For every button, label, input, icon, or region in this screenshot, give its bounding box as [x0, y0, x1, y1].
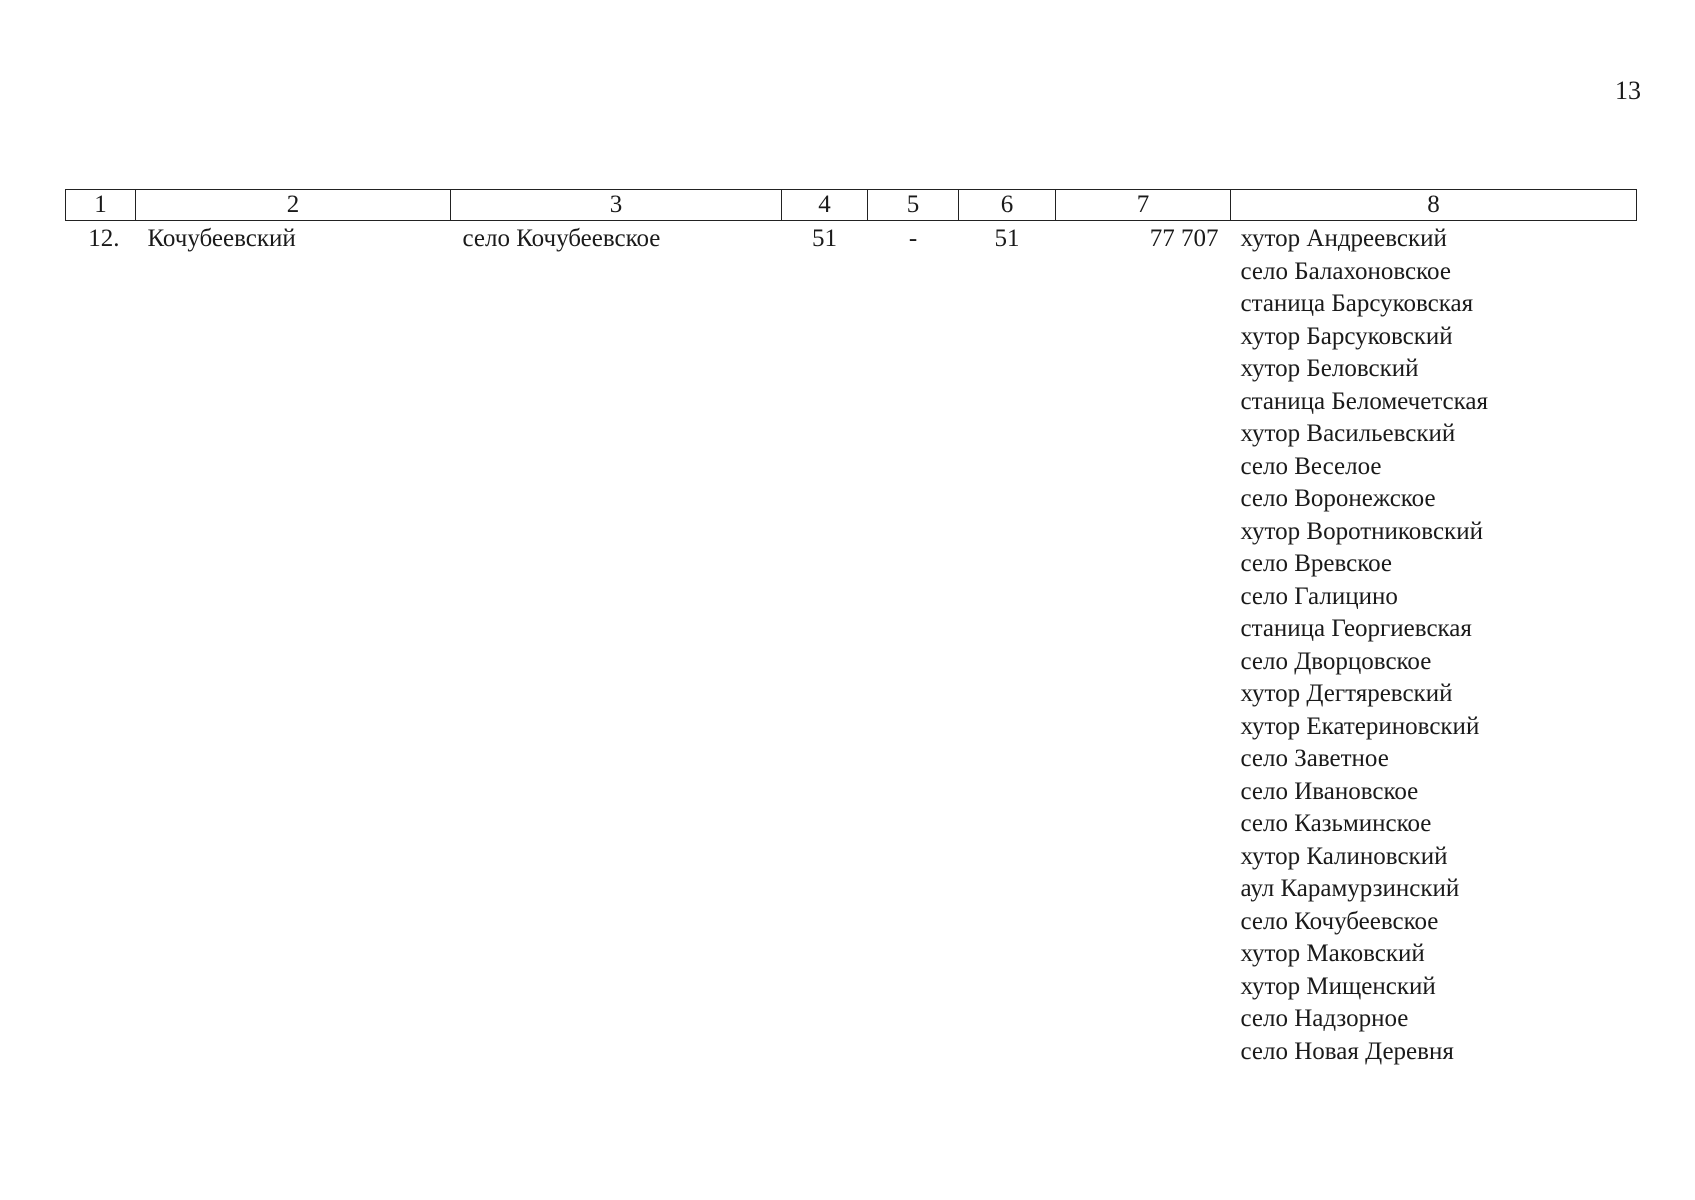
header-col-8: 8: [1231, 190, 1637, 221]
settlement-item: село Галицино: [1240, 582, 1398, 610]
header-col-1: 1: [66, 190, 136, 221]
settlement-item: село Балахоновское: [1240, 257, 1451, 285]
header-col-5: 5: [868, 190, 959, 221]
settlement-item: село Новая Деревня: [1240, 1037, 1454, 1065]
administrative-center: село Кочубеевское: [462, 225, 661, 252]
settlement-item: село Вревское: [1240, 550, 1393, 577]
header-col-7: 7: [1056, 190, 1231, 221]
header-col-2: 2: [136, 190, 451, 221]
district-name: Кочубеевский: [147, 225, 296, 252]
settlement-item: станица Беломечетская: [1240, 387, 1489, 415]
settlement-item: село Дворцовское: [1240, 647, 1432, 675]
settlements-table: [65, 189, 1637, 1068]
settlement-item: хутор Маковский: [1240, 940, 1425, 967]
settlement-item: хутор Екатериновский: [1240, 712, 1480, 740]
header-col-6: 6: [959, 190, 1056, 221]
settlement-item: хутор Беловский: [1240, 355, 1419, 382]
settlement-item: станица Барсуковская: [1240, 290, 1474, 317]
settlement-item: село Ивановское: [1240, 777, 1419, 805]
settlement-item: хутор Калиновский: [1240, 842, 1448, 870]
settlement-item: хутор Мищенский: [1240, 972, 1436, 1000]
settlement-item: станица Георгиевская: [1240, 615, 1472, 642]
header-row: [66, 190, 1637, 221]
page-number: 13: [1615, 76, 1641, 105]
table-row: [66, 221, 1637, 1069]
col5-value: -: [908, 225, 918, 252]
settlement-item: село Надзорное: [1240, 1005, 1409, 1032]
settlement-item: хутор Воротниковский: [1240, 517, 1483, 545]
header-col-3: 3: [451, 190, 782, 221]
settlement-item: село Кочубеевское: [1240, 907, 1439, 935]
col6-value: 51: [994, 225, 1020, 252]
settlement-item: хутор Васильевский: [1240, 420, 1456, 447]
col4-value: 51: [812, 225, 837, 252]
settlement-item: аул Карамурзинский: [1240, 875, 1460, 902]
settlement-item: хутор Дегтяревский: [1240, 680, 1453, 707]
settlements-cell: [1231, 221, 1637, 1069]
settlement-item: село Веселое: [1240, 452, 1382, 480]
settlement-item: село Воронежское: [1240, 485, 1436, 512]
row-number: 12.: [88, 225, 120, 252]
settlement-item: хутор Андреевский: [1240, 225, 1447, 252]
settlement-item: село Заветное: [1240, 745, 1389, 772]
settlement-item: хутор Барсуковский: [1240, 322, 1453, 350]
header-col-4: 4: [782, 190, 868, 221]
col7-value: 77 707: [1149, 225, 1219, 252]
settlement-item: село Казьминское: [1240, 810, 1432, 837]
